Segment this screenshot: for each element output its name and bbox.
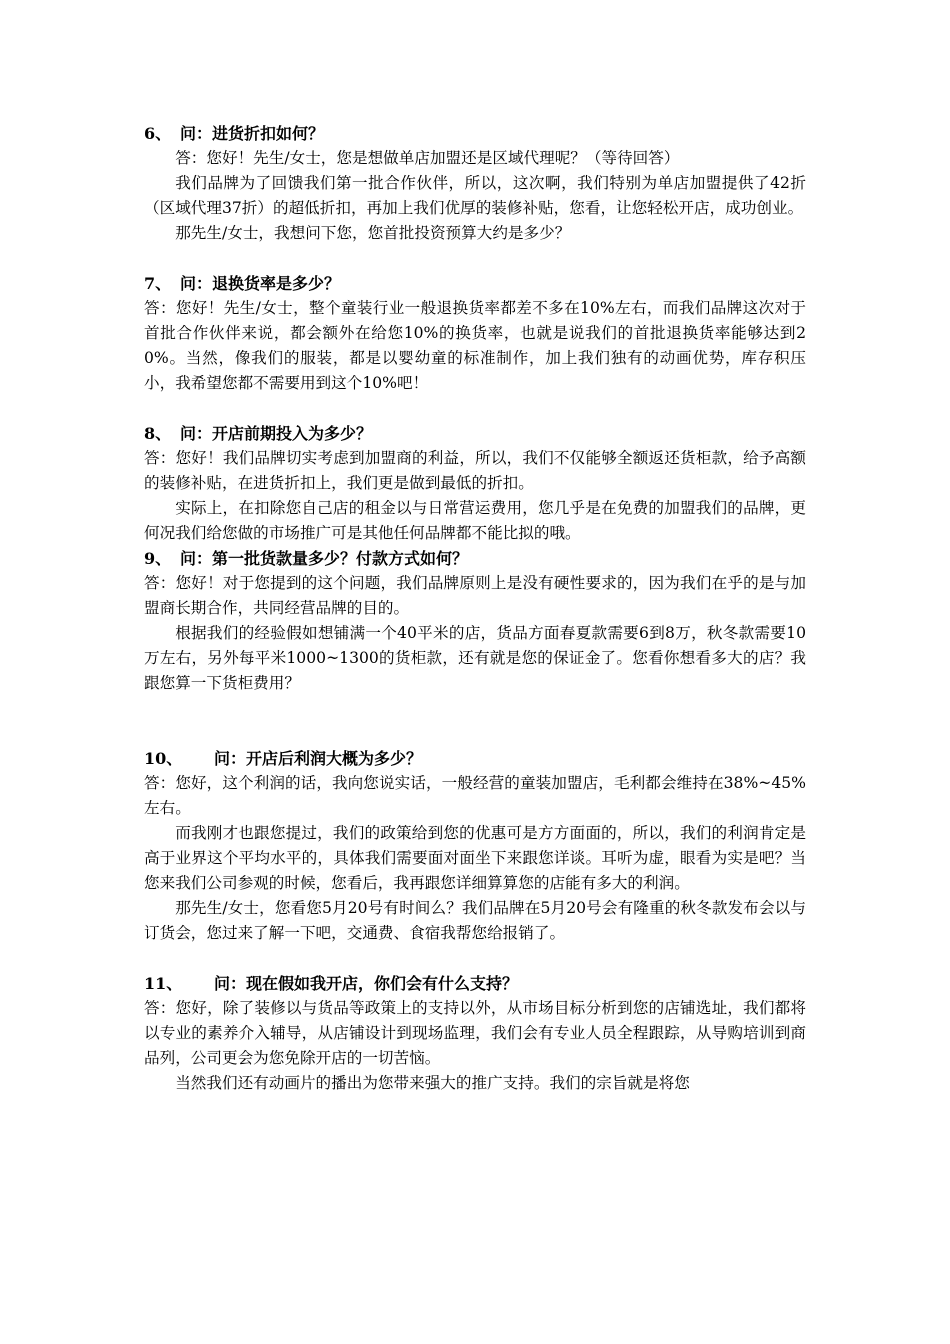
answer-paragraph: 答：您好，除了装修以与货品等政策上的支持以外，从市场目标分析到您的店铺选址，我们都将以专业的素养介入辅导，从店铺设计到现场监理，我们会有专业人员全程跟踪，从导购培训到商品列，公司更会为您免除开店的一切苦恼。 xyxy=(144,999,806,1067)
question-heading xyxy=(144,271,806,296)
question-text: 问：第一批货款量多少？付款方式如何？ xyxy=(180,549,469,568)
question-number: 6、 xyxy=(144,124,172,143)
answer-paragraph: 实际上，在扣除您自己店的租金以与日常营运费用，您几乎是在免费的加盟我们的品牌，更何况我们给您做的市场推广可是其他任何品牌都不能比拟的哦。 xyxy=(144,499,806,542)
question-number: 10、 xyxy=(144,749,183,768)
qa-section-7 xyxy=(144,271,806,396)
qa-section-11 xyxy=(144,971,806,1096)
answer-paragraph: 我们品牌为了回馈我们第一批合作伙伴，所以，这次啊，我们特别为单店加盟提供了42折（区域代理37折）的超低折扣，再加上我们优厚的装修补贴，您看，让您轻松开店，成功创业。 xyxy=(144,174,806,217)
question-text: 问：开店前期投入为多少？ xyxy=(180,424,373,443)
answer-paragraph: 那先生/女士，您看您5月20号有时间么？我们品牌在5月20号会有隆重的秋冬款发布会以与订货会，您过来了解一下吧，交通费、食宿我帮您给报销了。 xyxy=(144,899,806,942)
question-heading xyxy=(144,746,806,771)
document-body xyxy=(144,121,806,1096)
answer-paragraph: 当然我们还有动画片的播出为您带来强大的推广支持。我们的宗旨就是将您 xyxy=(175,1074,690,1092)
answer-paragraph: 答：您好！先生/女士，整个童装行业一般退换货率都差不多在10%左右，而我们品牌这次对于首批合作伙伴来说，都会额外在给您10%的换货率，也就是说我们的首批退换货率能够达到20%。当然，像我们的服装，都是以婴幼童的标准制作，加上我们独有的动画优势，库存积压小，我希望您都不需要用到这个10%吧！ xyxy=(144,299,806,392)
answer-paragraph: 那先生/女士，我想问下您，您首批投资预算大约是多少？ xyxy=(175,224,571,242)
question-heading xyxy=(144,971,806,996)
answer-paragraph: 答：您好！对于您提到的这个问题，我们品牌原则上是没有硬性要求的，因为我们在乎的是与加盟商长期合作，共同经营品牌的目的。 xyxy=(144,574,806,617)
answer-paragraph: 根据我们的经验假如想铺满一个40平米的店，货品方面春夏款需要6到8万，秋冬款需要10万左右，另外每平米1000~1300的货柜款，还有就是您的保证金了。您看你想看多大的店？我跟您算一下货柜费用？ xyxy=(144,624,806,692)
question-heading xyxy=(144,546,806,571)
qa-section-8 xyxy=(144,421,806,546)
question-number: 11、 xyxy=(144,974,183,993)
question-text: 问：现在假如我开店，你们会有什么支持？ xyxy=(214,974,519,993)
question-text: 问：开店后利润大概为多少？ xyxy=(214,749,423,768)
answer-paragraph: 而我刚才也跟您提过，我们的政策给到您的优惠可是方方面面的，所以，我们的利润肯定是高于业界这个平均水平的，具体我们需要面对面坐下来跟您详谈。耳听为虚，眼看为实是吧？当您来我们公司参观的时候，您看后，我再跟您详细算算您的店能有多大的利润。 xyxy=(144,824,806,892)
question-text: 问：进货折扣如何？ xyxy=(180,124,325,143)
question-text: 问：退换货率是多少？ xyxy=(180,274,341,293)
answer-paragraph: 答：您好！先生/女士，您是想做单店加盟还是区域代理呢？（等待回答） xyxy=(175,149,680,167)
qa-section-6 xyxy=(144,121,806,246)
qa-section-9 xyxy=(144,546,806,696)
question-number: 8、 xyxy=(144,424,172,443)
qa-section-10 xyxy=(144,746,806,946)
question-number: 7、 xyxy=(144,274,172,293)
question-heading xyxy=(144,121,806,146)
answer-paragraph: 答：您好，这个利润的话，我向您说实话，一般经营的童装加盟店，毛利都会维持在38%~45%左右。 xyxy=(144,774,806,817)
question-heading xyxy=(144,421,806,446)
question-number: 9、 xyxy=(144,549,172,568)
answer-paragraph: 答：您好！我们品牌切实考虑到加盟商的利益，所以，我们不仅能够全额返还货柜款，给予高额的装修补贴，在进货折扣上，我们更是做到最低的折扣。 xyxy=(144,449,806,492)
